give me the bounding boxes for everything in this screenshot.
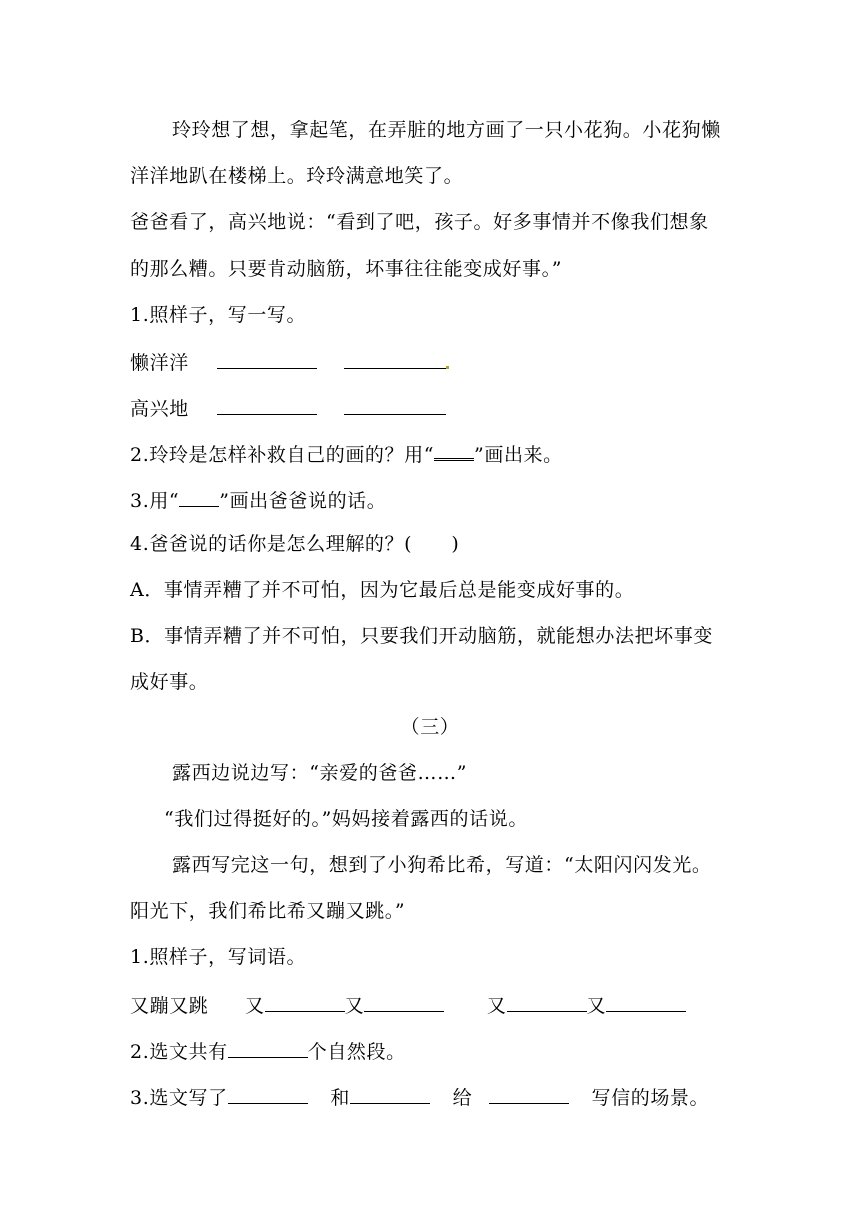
you-char: 又 [245, 995, 265, 1017]
passage2-paragraph1-line2: 洋洋地趴在楼梯上。玲玲满意地笑了。 [130, 165, 464, 187]
underline-sample [179, 486, 219, 507]
question-text: 给 [452, 1087, 473, 1109]
question-text: 3.用“ [130, 490, 180, 512]
passage2-question3 [130, 486, 740, 513]
answer-blank[interactable] [217, 394, 317, 415]
passage3-paragraph2: “我们过得挺好的。”妈妈接着露西的话说。 [164, 808, 528, 830]
option-b-line1: B．事情弄糟了并不可怕，只要我们开动脑筋，就能想办法把坏事变 [130, 625, 713, 647]
question-text: 和 [330, 1087, 350, 1109]
answer-blank[interactable] [228, 1083, 308, 1104]
answer-blank[interactable] [265, 991, 345, 1012]
answer-blank[interactable] [364, 991, 444, 1012]
stray-dot [446, 366, 449, 369]
passage2-q1-row1 [130, 348, 740, 375]
answer-blank[interactable] [489, 1083, 569, 1104]
question-text: 2.玲玲是怎样补救自己的画的？用“ [130, 444, 435, 466]
you-char: 又 [344, 995, 365, 1017]
question-text: ”画出爸爸说的话。 [219, 490, 387, 512]
passage3-q1-row [130, 991, 740, 1018]
passage3-question3 [130, 1083, 740, 1110]
you-char: 又 [486, 995, 507, 1017]
answer-blank[interactable] [507, 991, 587, 1012]
answer-blank[interactable] [228, 1037, 308, 1058]
option-b-line2: 成好事。 [130, 671, 209, 693]
option-a: A．事情弄糟了并不可怕，因为它最后总是能变成好事的。 [130, 579, 635, 601]
q1-example-word: 高兴地 [130, 398, 189, 420]
passage2-paragraph2-line1: 爸爸看了，高兴地说：“看到了吧，孩子。好多事情并不像我们想象 [130, 211, 709, 233]
passage3-question2 [130, 1037, 740, 1064]
q1-example-word: 又蹦又跳 [130, 995, 209, 1017]
question-text: 写信的场景。 [591, 1087, 710, 1109]
passage2-question1: 1.照样子，写一写。 [130, 304, 307, 326]
passage2-q1-row2 [130, 394, 740, 421]
passage3-paragraph1: 露西边说边写：“亲爱的爸爸……” [172, 762, 468, 784]
passage3-paragraph3-line1: 露西写完这一句，想到了小狗希比希，写道：“太阳闪闪发光。 [172, 854, 712, 876]
passage3-paragraph3-line2: 阳光下，我们希比希又蹦又跳。” [130, 900, 406, 922]
you-char: 又 [586, 995, 607, 1017]
passage3-question1: 1.照样子，写词语。 [130, 946, 307, 968]
double-underline-sample [434, 440, 474, 461]
passage2-question4: 4.爸爸说的话你是怎么理解的？( ) [130, 533, 460, 555]
question-text: ”画出来。 [474, 444, 563, 466]
answer-blank[interactable] [217, 348, 317, 369]
q1-example-word: 懒洋洋 [130, 352, 189, 374]
passage2-question2 [130, 440, 740, 467]
passage2-paragraph2-line2: 的那么糟。只要肯动脑筋，坏事往往能变成好事。” [130, 258, 563, 280]
section-heading: （三） [400, 716, 460, 738]
passage2-paragraph1-line1: 玲玲想了想，拿起笔，在弄脏的地方画了一只小花狗。小花狗懒 [172, 119, 721, 141]
answer-blank[interactable] [606, 991, 686, 1012]
answer-blank[interactable] [350, 1083, 430, 1104]
question-text: 3.选文写了 [130, 1087, 228, 1109]
question-text: 2.选文共有 [130, 1041, 228, 1063]
answer-blank[interactable] [344, 394, 446, 415]
answer-blank[interactable] [344, 348, 446, 369]
question-text: 个自然段。 [307, 1041, 406, 1063]
